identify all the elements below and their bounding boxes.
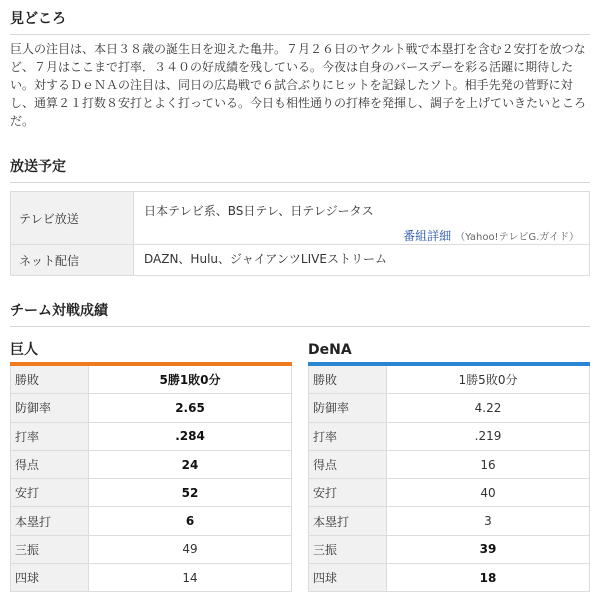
stat-label: 四球: [11, 564, 88, 591]
tv-detail: [144, 227, 579, 244]
stats-table: [308, 366, 590, 592]
broadcast-divider: [10, 182, 590, 183]
stat-value: 52: [88, 479, 291, 506]
stat-value: 40: [386, 479, 589, 506]
stat-label: 安打: [11, 479, 88, 506]
stat-label: 四球: [309, 564, 386, 591]
table-row: [309, 536, 589, 564]
team-stats-title: チーム対戦成績: [10, 303, 108, 319]
table-row: [309, 366, 589, 394]
net-services: DAZN、Hulu、ジャイアンツLIVEストリーム: [144, 252, 387, 266]
table-row: [309, 479, 589, 507]
preview-title: 見どころ: [10, 11, 66, 27]
table-row: [11, 564, 291, 592]
stat-label: 安打: [309, 479, 386, 506]
table-row: [11, 366, 291, 394]
broadcast-row-net: [11, 245, 589, 275]
stat-value: 16: [386, 451, 589, 478]
broadcast-row-tv: [11, 192, 589, 245]
net-label: ネット配信: [11, 245, 133, 275]
table-row: [11, 451, 291, 479]
program-detail-link[interactable]: 番組詳細: [403, 229, 452, 243]
stat-value: 2.65: [88, 394, 291, 421]
stat-value: 3: [386, 507, 589, 534]
tv-label: テレビ放送: [11, 192, 133, 244]
stats-table: [10, 366, 292, 592]
tv-guide-source: （Yahoo!テレビG.ガイド）: [455, 232, 579, 243]
table-row: [309, 423, 589, 451]
team-dena: [308, 340, 590, 592]
stat-label: 勝敗: [11, 366, 88, 393]
stat-value: 5勝1敗0分: [88, 366, 291, 393]
stat-value: 24: [88, 451, 291, 478]
stat-value: .284: [88, 423, 291, 450]
table-row: [309, 451, 589, 479]
stat-label: 本塁打: [309, 507, 386, 534]
table-row: [309, 507, 589, 535]
team-stats-divider: [10, 326, 590, 327]
stat-label: 勝敗: [309, 366, 386, 393]
stat-value: 49: [88, 536, 291, 563]
net-cell: [133, 245, 589, 275]
stat-label: 打率: [11, 423, 88, 450]
table-row: [11, 479, 291, 507]
broadcast-table: [10, 191, 590, 276]
team-giants: [10, 340, 292, 592]
stat-value: 1勝5敗0分: [386, 366, 589, 393]
stat-value: .219: [386, 423, 589, 450]
table-row: [309, 394, 589, 422]
stat-label: 得点: [309, 451, 386, 478]
stat-value: 6: [88, 507, 291, 534]
tv-channels: 日本テレビ系、BS日テレ、日テレジータス: [144, 204, 374, 218]
table-row: [11, 536, 291, 564]
stat-value: 39: [386, 536, 589, 563]
stat-label: 防御率: [11, 394, 88, 421]
stat-value: 14: [88, 564, 291, 591]
table-row: [11, 423, 291, 451]
broadcast-title: 放送予定: [10, 159, 66, 175]
stat-label: 本塁打: [11, 507, 88, 534]
table-row: [11, 507, 291, 535]
stat-label: 防御率: [309, 394, 386, 421]
stat-label: 打率: [309, 423, 386, 450]
preview-text: 巨人の注目は、本日３８歳の誕生日を迎えた亀井。７月２６日のヤクルト戦で本塁打を含む２安打を放つなど、７月はここまで打率．３４０の好成績を残している。今夜は自身のバースデーを彩る活躍に期待したい。対するＤｅＮＡの注目は、同日の広島戦で６試合ぶりにヒットを記録したソト。相手先発の菅野に対し、通算２１打数８安打とよく打っている。今日も相性通りの打棒を発揮し、調子を上げていきたいところだ。: [10, 42, 587, 128]
table-row: [309, 564, 589, 592]
team-name: 巨人: [10, 342, 38, 358]
team-name: DeNA: [308, 342, 352, 358]
stat-label: 三振: [11, 536, 88, 563]
stat-label: 得点: [11, 451, 88, 478]
preview-divider: [10, 34, 590, 35]
stat-value: 4.22: [386, 394, 589, 421]
table-row: [11, 394, 291, 422]
stat-label: 三振: [309, 536, 386, 563]
stat-value: 18: [386, 564, 589, 591]
tv-cell: [133, 192, 589, 244]
